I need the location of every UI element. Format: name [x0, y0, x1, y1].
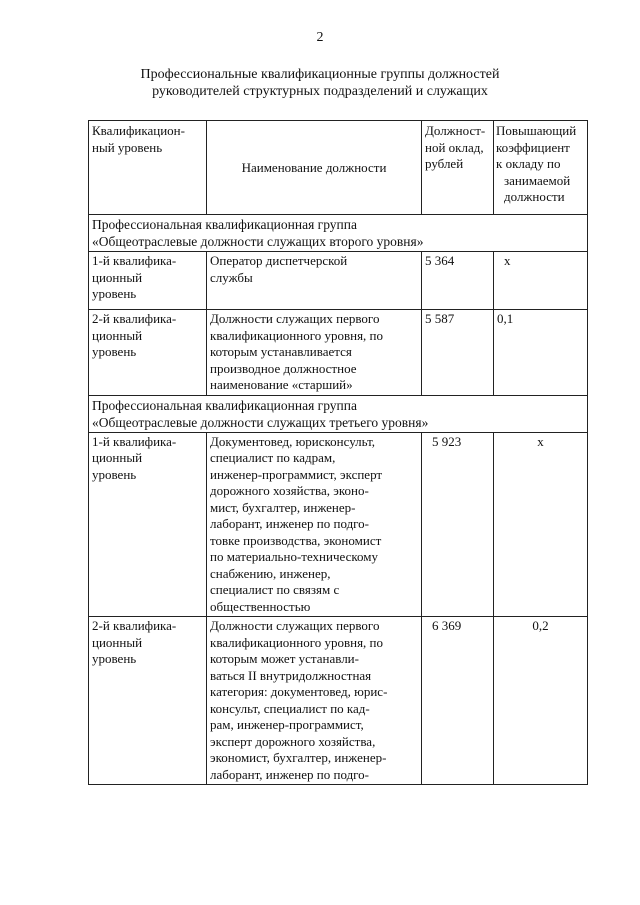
cell-position-name: Должности служащих первого квалификационного уровня, по которым может устанавли- ваться II внутридолжностная категория: документовед, юрис- консульт, специалист по кад- рам, инженер-программист, эксперт дорожного хозяйства, экономист, бухгалтер, инженер- лаборант, инженер по подго- [207, 617, 422, 785]
table-row [89, 617, 588, 785]
group-title: Профессиональная квалификационная группа «Общеотраслевые должности служащих третьего уровня» [89, 395, 588, 432]
table-row [89, 310, 588, 396]
cell-coefficient: 0,2 [494, 617, 588, 785]
table-row [89, 432, 588, 617]
header-position-name: Наименование должности [207, 121, 422, 215]
header-level: Квалификацион- ный уровень [89, 121, 207, 215]
cell-coefficient: 0,1 [494, 310, 588, 396]
header-coefficient: Повышающий коэффициент к окладу по занимаемой должности [494, 121, 588, 215]
cell-salary: 5 923 [422, 432, 494, 617]
group-header-row [89, 215, 588, 252]
qualification-groups-table [88, 120, 588, 785]
cell-salary: 5 587 [422, 310, 494, 396]
header-salary: Должност- ной оклад, рублей [422, 121, 494, 215]
cell-level: 1-й квалифика- ционный уровень [89, 432, 207, 617]
cell-position-name: Документовед, юрисконсульт, специалист по кадрам, инженер-программист, эксперт дорожного хозяйства, эконо- мист, бухгалтер, инженер- лаборант, инженер по подго- товке производства, экономист по материально-техническому снабжению, инженер, специалист по связям с общественностью [207, 432, 422, 617]
table-row [89, 252, 588, 310]
title-line: руководителей структурных подразделений и служащих [152, 84, 488, 99]
cell-coefficient: х [494, 252, 588, 310]
cell-level: 1-й квалифика- ционный уровень [89, 252, 207, 310]
table-header-row [89, 121, 588, 215]
group-header-row [89, 395, 588, 432]
cell-position-name: Оператор диспетчерской службы [207, 252, 422, 310]
cell-coefficient: х [494, 432, 588, 617]
cell-position-name: Должности служащих первого квалификационного уровня, по которым устанавливается производное должностное наименование «старший» [207, 310, 422, 396]
page-number: 2 [316, 30, 324, 45]
group-title: Профессиональная квалификационная группа «Общеотраслевые должности служащих второго уровня» [89, 215, 588, 252]
cell-level: 2-й квалифика- ционный уровень [89, 310, 207, 396]
cell-salary: 5 364 [422, 252, 494, 310]
cell-salary: 6 369 [422, 617, 494, 785]
title-line: Профессиональные квалификационные группы должностей [140, 67, 500, 82]
document-title [0, 66, 640, 100]
cell-level: 2-й квалифика- ционный уровень [89, 617, 207, 785]
